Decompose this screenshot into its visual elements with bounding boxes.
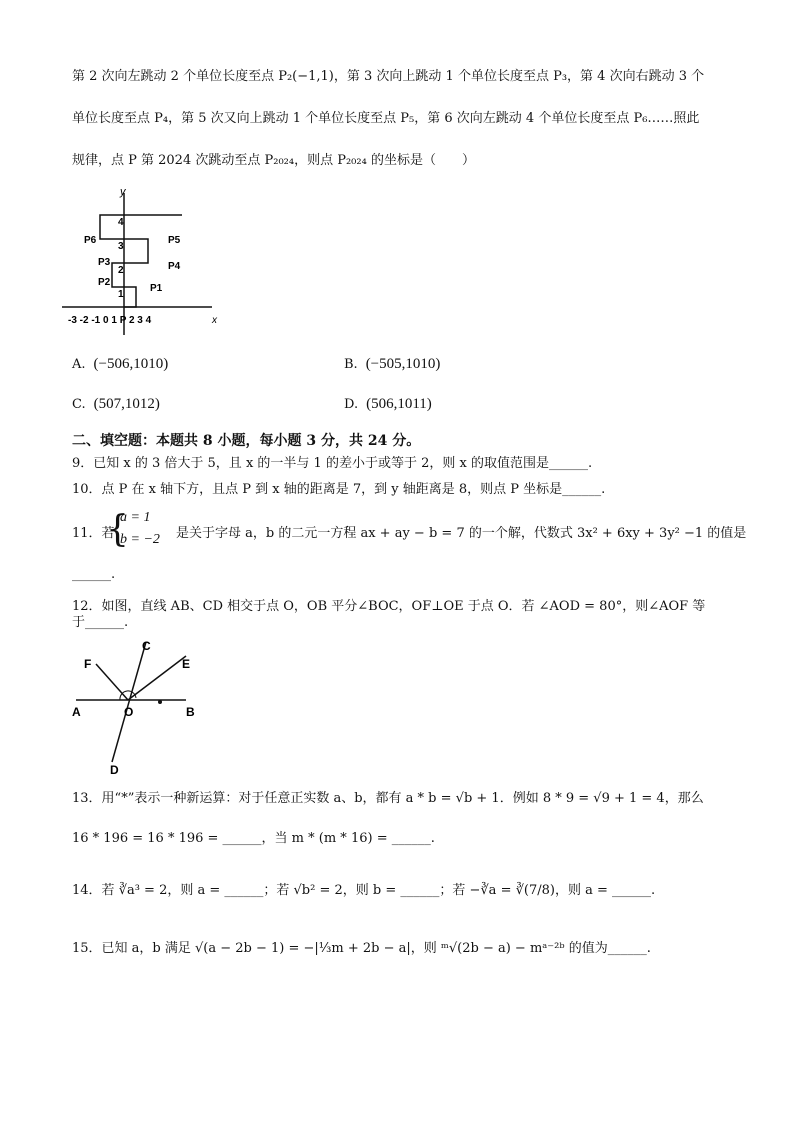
- label-c: C: [142, 639, 151, 653]
- option-b-letter: B.: [344, 357, 358, 372]
- label-a: A: [72, 705, 81, 719]
- point-label-p5: P5: [168, 235, 181, 246]
- point-label-p3: P3: [98, 257, 111, 268]
- question-15: 15．已知 a，b 满足 √(a − 2b − 1) = −|⅓m + 2b − a|，则 ᵐ√(2b − a) − mᵃ⁻²ᵇ 的值为______.: [72, 941, 651, 956]
- y-tick-1: 1: [118, 289, 124, 300]
- jump-path-figure: [62, 185, 222, 335]
- option-d-letter: D.: [344, 397, 359, 412]
- brace: {: [106, 509, 129, 550]
- label-f: F: [84, 657, 92, 671]
- option-a[interactable]: [72, 356, 168, 373]
- label-e: E: [182, 657, 191, 671]
- option-a-value: (−506,1010): [93, 356, 169, 372]
- point-label-p2: P2: [98, 277, 111, 288]
- system-eq-1: a = 1: [120, 510, 151, 525]
- intersecting-lines-figure: [70, 638, 210, 778]
- problem8-line2: 单位长度至点 P₄，第 5 次又向上跳动 1 个单位长度至点 P₅，第 6 次向左跳动 4 个单位长度至点 P₆……照此: [72, 111, 700, 126]
- point-label-p4: P4: [168, 261, 181, 272]
- question-10: 10．点 P 在 x 轴下方，且点 P 到 x 轴的距离是 7，到 y 轴距离是 8，则点 P 坐标是______.: [72, 482, 606, 497]
- point-label-p1: P1: [150, 283, 163, 294]
- option-b-value: (−505,1010): [365, 356, 441, 372]
- question-11-blank: ______.: [72, 567, 116, 582]
- y-tick-4: 4: [118, 217, 124, 228]
- system-eq-2: b = −2: [120, 532, 160, 547]
- option-c[interactable]: [72, 396, 160, 413]
- x-axis-label: x: [212, 315, 217, 326]
- question-13-line2: 16 * 196 = 16 * 196 = ______，当 m * (m * 16) = ______.: [72, 831, 435, 846]
- problem8-line3: 规律，点 P 第 2024 次跳动至点 P₂₀₂₄，则点 P₂₀₂₄ 的坐标是（ ）: [72, 153, 475, 168]
- y-tick-3: 3: [118, 241, 124, 252]
- label-d: D: [110, 763, 119, 777]
- question-11-text: 是关于字母 a，b 的二元一方程 ax + ay − b = 7 的一个解，代数式 3x² + 6xy + 3y² −1 的值是: [176, 526, 747, 541]
- question-13-line1: 13．用“*”表示一种新运算：对于任意正实数 a、b，都有 a * b = √b + 1．例如 8 * 9 = √9 + 1 = 4，那么: [72, 791, 704, 806]
- y-tick-2: 2: [118, 265, 124, 276]
- question-14: 14．若 ∛a³ = 2，则 a = ______；若 √b² = 2，则 b = ______；若 −∛a = ∛(7/8)，则 a = ______.: [72, 883, 656, 898]
- option-a-letter: A.: [72, 357, 86, 372]
- question-12-line2: 于______.: [72, 615, 129, 630]
- x-tick-labels: -3 -2 -1 0 1 P 2 3 4: [68, 315, 152, 326]
- label-b: B: [186, 705, 195, 719]
- question-11-prefix: 11．若: [72, 526, 115, 541]
- option-c-letter: C.: [72, 397, 86, 412]
- problem8-line1: 第 2 次向左跳动 2 个单位长度至点 P₂(−1,1)，第 3 次向上跳动 1 个单位长度至点 P₃，第 4 次向右跳动 3 个: [72, 69, 705, 84]
- option-d[interactable]: [344, 396, 432, 413]
- question-9: 9．已知 x 的 3 倍大于 5，且 x 的一半与 1 的差小于或等于 2，则 x 的取值范围是______.: [72, 456, 593, 471]
- option-b[interactable]: [344, 356, 440, 373]
- question-12-line1: 12．如图，直线 AB、CD 相交于点 O，OB 平分∠BOC，OF⊥OE 于点 O．若 ∠AOD = 80°，则∠AOF 等: [72, 599, 706, 614]
- section-title: 二、填空题：本题共 8 小题，每小题 3 分，共 24 分。: [72, 433, 421, 449]
- label-o: O: [124, 705, 134, 719]
- option-c-value: (507,1012): [93, 396, 160, 412]
- point-label-p6: P6: [84, 235, 97, 246]
- option-d-value: (506,1011): [366, 396, 432, 412]
- y-axis-label: y: [120, 186, 126, 198]
